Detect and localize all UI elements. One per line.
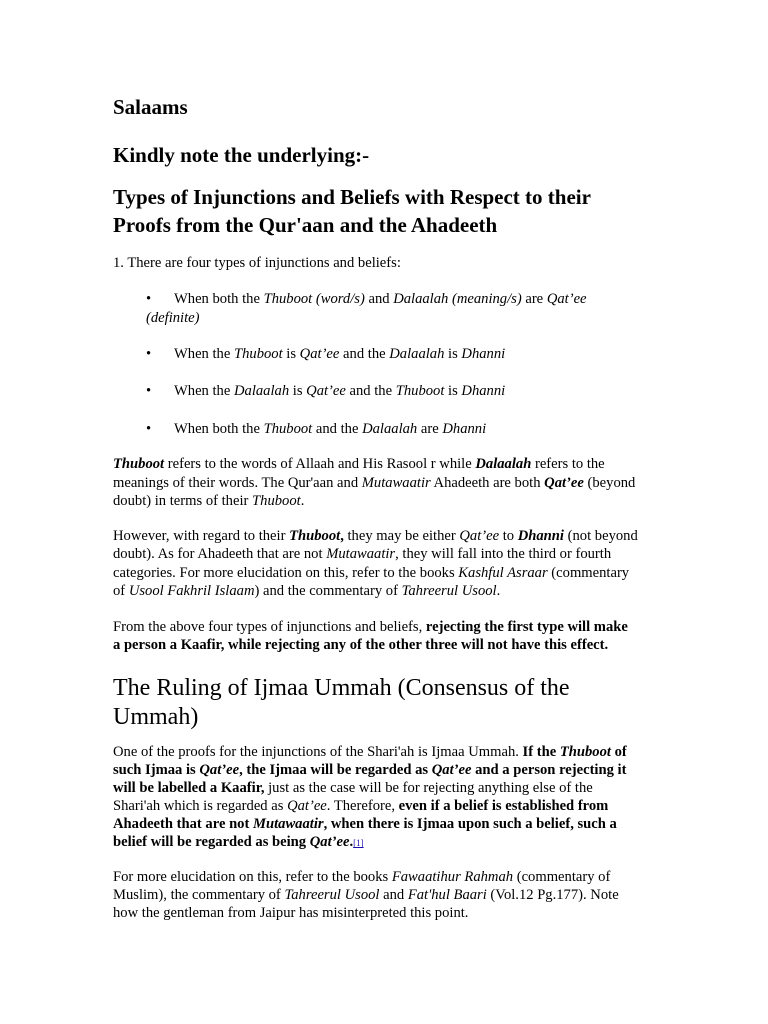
para4-line4: Shari'ah which is regarded as Qat’ee. Therefore, even if a belief is established from	[113, 798, 609, 814]
bullet-item-1-continued: (definite)	[146, 310, 200, 326]
bullet-item-2: • When the Thuboot is Qat’ee and the Dalaalah is Dhanni	[146, 346, 506, 362]
para5-line3: how the gentleman from Jaipur has misinterpreted this point.	[113, 905, 469, 921]
bullet-dot: •	[146, 383, 152, 399]
para4-line5: Ahadeeth that are not Mutawaatir, when there is Ijmaa upon such a belief, such a	[113, 816, 617, 832]
footnote-link[interactable]: [1]	[353, 838, 364, 848]
para5-line2: Muslim), the commentary of Tahreerul Usool and Fat'hul Baari (Vol.12 Pg.177). Note	[113, 887, 619, 903]
para1-line2: meanings of their words. The Qur'aan and Mutawaatir Ahadeeth are both Qat’ee (beyond	[113, 475, 636, 491]
heading-types-line2: Proofs from the Qur'aan and the Ahadeeth	[113, 213, 498, 237]
para2-line3: categories. For more elucidation on this, refer to the books Kashful Asraar (commentary	[113, 565, 630, 581]
para4-line2: such Ijmaa is Qat’ee, the Ijmaa will be regarded as Qat’ee and a person rejecting it	[113, 762, 627, 778]
heading-ruling-line2: Ummah)	[113, 704, 199, 730]
bullet-dot: •	[146, 346, 152, 362]
para4-line3: will be labelled a Kaafir, just as the case will be for rejecting anything else of the	[113, 780, 593, 796]
bullet-dot: •	[146, 421, 152, 437]
para2-line1: However, with regard to their Thuboot, they may be either Qat’ee to Dhanni (not beyond	[113, 528, 638, 544]
heading-salaams: Salaams	[113, 95, 188, 119]
para1-line1: Thuboot refers to the words of Allaah and His Rasool r while Dalaalah refers to the	[113, 456, 605, 472]
para4-line1: One of the proofs for the injunctions of the Shari'ah is Ijmaa Ummah. If the Thuboot of	[113, 744, 627, 760]
para2-line4: of Usool Fakhril Islaam) and the commentary of Tahreerul Usool.	[113, 583, 501, 599]
para3-line1: From the above four types of injunctions and beliefs, rejecting the first type will make	[113, 619, 628, 635]
para4-line6: belief will be regarded as being Qat’ee.[1]	[113, 834, 364, 850]
para2-line2: doubt). As for Ahadeeth that are not Mutawaatir, they will fall into the third or fourth	[113, 546, 612, 562]
para1-line3: doubt) in terms of their Thuboot.	[113, 493, 305, 509]
heading-ruling-line1: The Ruling of Ijmaa Ummah (Consensus of the	[113, 675, 570, 701]
heading-types-line1: Types of Injunctions and Beliefs with Respect to their	[113, 185, 591, 209]
point-1: 1. There are four types of injunctions and beliefs:	[113, 255, 401, 271]
para3-line2: a person a Kaafir, while rejecting any of the other three will not have this effect.	[113, 637, 609, 653]
bullet-item-1: • When both the Thuboot (word/s) and Dalaalah (meaning/s) are Qat’ee	[146, 291, 587, 307]
bullet-item-3: • When the Dalaalah is Qat’ee and the Thuboot is Dhanni	[146, 383, 506, 399]
bullet-dot: •	[146, 291, 152, 307]
para5-line1: For more elucidation on this, refer to the books Fawaatihur Rahmah (commentary of	[113, 869, 611, 885]
bullet-item-4: • When both the Thuboot and the Dalaalah are Dhanni	[146, 421, 487, 437]
heading-kindly-note: Kindly note the underlying:-	[113, 143, 370, 167]
